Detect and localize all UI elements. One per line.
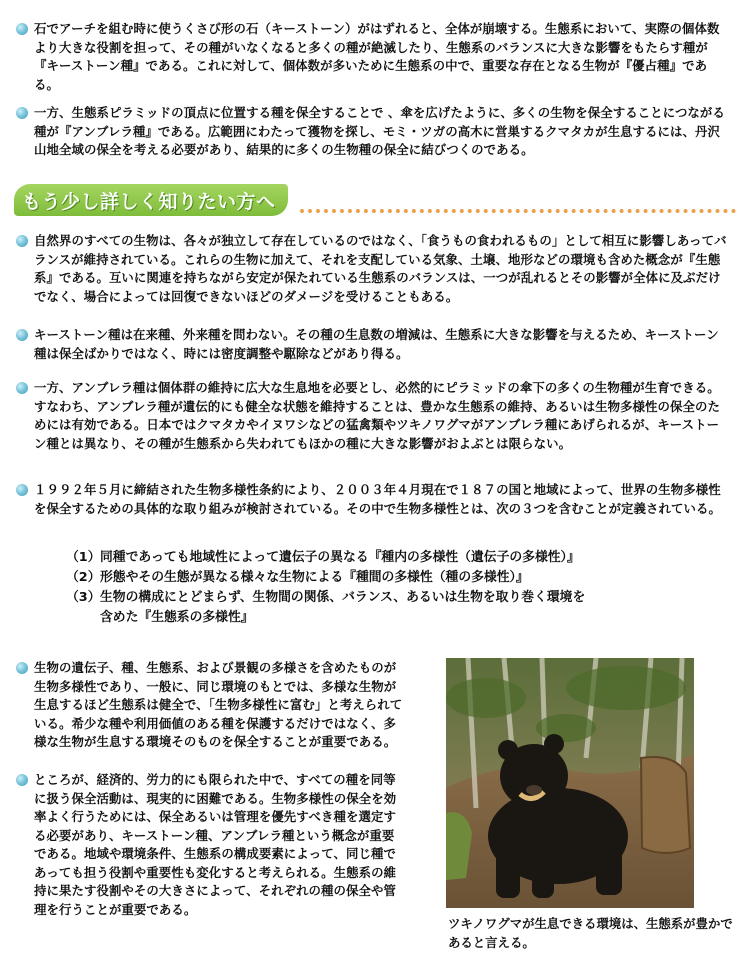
list-item-continuation: 含めた『生態系の多様性』 [100,610,254,625]
detail-paragraph-ecosystem: 自然界のすべての生物は、各々が独立して存在しているのではなく、「食うもの食われるもの」として相互に影響しあってバランスが維持されている。これらの生物に加えて、それを支配している気象、土壌、地形などの環境も含めた概念が『生態系』である。互いに関連を持ちながら安定が保たれている生態系のバランスは、一つが乱れるとその影響が全体に及ぶだけでなく、場合によっては回復できないほどのダメージを受けることもある。 [34,232,728,306]
list-item: （1） 同種であっても地域性によって遺伝子の異なる『種内の多様性（遺伝子の多様性）』 [66,550,580,565]
bullet-icon [16,107,28,119]
photo-caption: ツキノワグマが生息できる環境は、生態系が豊かであると言える。 [448,916,733,950]
detail-paragraph-convention: １９９２年５月に締結された生物多様性条約により、２００３年４月現在で１８７の国と地域によって、世界の生物多様性を保全するための具体的な取り組みが検討されている。その中で生物多様性とは、次の３つを含むことが定義されている。 [34,481,728,518]
bullet-icon [16,662,28,674]
bullet-icon [16,329,28,341]
bear-photo [446,658,694,908]
bottom-paragraph-biodiversity: 生物の遺伝子、種、生態系、および景観の多様さを含めたものが生物多様性であり、一般に、同じ環境のもとでは、多様な生物が生息するほど生態系は健全で、「生物多様性に富む」と考えられている。希少な種や利用価値のある種を保護するだけではなく、多様な生物が生息する環境そのものを保全することが重要である。 [34,659,406,752]
bullet-icon [16,774,28,786]
bullet-icon [16,235,28,247]
detail-paragraph-umbrella: 一方、アンブレラ種は個体群の維持に広大な生息地を必要とし、必然的にピラミッドの傘下の多くの生物種が生育できる。すなわち、アンブレラ種が遺伝的にも健全な状態を維持することは、豊かな生態系の維持、あるいは生物多様性の保全のためには有効である。日本ではクマタカやイヌワシなどの猛禽類やツキノワグマがアンブレラ種にあげられるが、キーストーン種とは異なり、その種が生態系から失われてもほかの種に大きな影響がおよぶとは限らない。 [34,379,728,453]
bullet-icon [16,382,28,394]
intro-paragraph-keystone: 石でアーチを組む時に使うくさび形の石（キーストーン）がはずれると、全体が崩壊する。生態系において、実際の個体数より大きな役割を担って、その種がいなくなると多くの種が絶滅したり、生態系のバランスに大きな影響をもたらす種が『キーストーン種』である。これに対して、個体数が多いために生態系の中で、重要な存在となる生物が『優占種』である。 [34,20,728,94]
section-heading: もう少し詳しく知りたい方へ [14,184,288,216]
list-item: （2） 形態やその生態が異なる様々な生物による『種間の多様性（種の多様性）』 [66,570,529,585]
dotted-divider [300,209,736,213]
detail-paragraph-keystone: キーストーン種は在来種、外来種を問わない。その種の生息数の増減は、生態系に大きな影響を与えるため、キーストーン種は保全ばかりではなく、時には密度調整や駆除などがあり得る。 [34,326,728,363]
list-item: （3） 生物の構成にとどまらず、生物間の関係、バランス、あるいは生物を取り巻く環境を [66,590,586,605]
biodiversity-list [66,548,706,628]
bullet-icon [16,23,28,35]
intro-paragraph-umbrella: 一方、生態系ピラミッドの頂点に位置する種を保全することで 、傘を広げたように、多くの生物を保全することにつながる種が『アンブレラ種』である。広範囲にわたって獲物を探し、モミ・ツガの高木に営巣するクマタカが生息するには、丹沢山地全域の保全を考える必要があり、結果的に多くの生物種の保全に結びつくのである。 [34,104,728,160]
bottom-paragraph-conservation: ところが、経済的、労力的にも限られた中で、すべての種を同等に扱う保全活動は、現実的に困難である。生物多様性の保全を効率よく行うためには、保全あるいは管理を優先すべき種を選定する必要があり、キーストーン種、アンブレラ種という概念が重要である。地域や環境条件、生態系の構成要素によって、同じ種であっても担う役割や重要性も変化すると考えられる。生態系の維持に果たす役割やその大きさによって、それぞれの種の保全や管理を行うことが重要である。 [34,771,406,919]
bullet-icon [16,484,28,496]
